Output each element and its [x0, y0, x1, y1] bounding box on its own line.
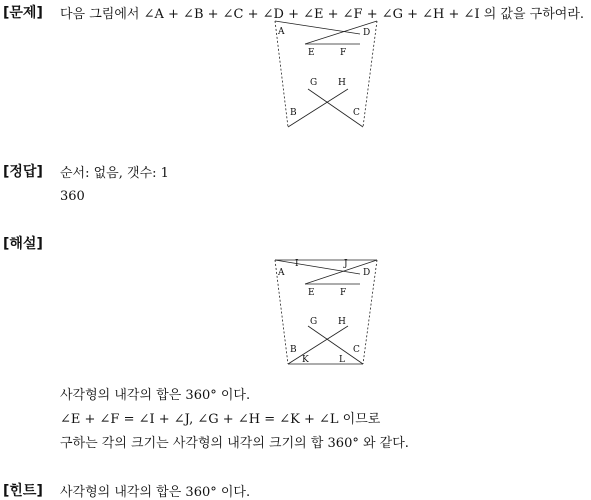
- fig1-label-f: F: [340, 48, 347, 58]
- problem-figure: [268, 20, 388, 132]
- solution-line-3: 구하는 각의 크기는 사각형의 내각의 크기의 합 360° 와 같다.: [60, 436, 409, 451]
- hint-label: [힌트]: [3, 483, 43, 499]
- solution-label: [해설]: [3, 236, 43, 252]
- fig2-label-l: L: [339, 355, 345, 365]
- fig2-label-g: G: [310, 317, 318, 327]
- fig2-label-i: I: [295, 259, 299, 269]
- fig2-label-f: F: [340, 288, 347, 298]
- fig2-label-j: J: [344, 259, 348, 269]
- fig2-label-e: E: [308, 288, 315, 298]
- fig2-label-h: H: [338, 317, 346, 327]
- fig2-label-b: B: [290, 345, 297, 355]
- fig1-label-g: G: [310, 78, 318, 88]
- fig2-label-k: K: [302, 355, 309, 365]
- answer-meta: 순서: 없음, 갯수: 1: [60, 166, 169, 181]
- fig2-label-a: A: [278, 268, 285, 278]
- fig1-label-d: D: [363, 28, 371, 38]
- solution-figure: [268, 256, 388, 368]
- fig2-label-c: C: [353, 345, 360, 355]
- fig1-label-e: E: [308, 48, 315, 58]
- fig2-label-d: D: [363, 268, 371, 278]
- hint-text: 사각형의 내각의 합은 360° 이다.: [60, 485, 251, 500]
- fig1-label-a: A: [278, 27, 285, 37]
- problem-label: [문제]: [3, 5, 43, 21]
- answer-value: 360: [60, 189, 85, 204]
- answer-label: [정답]: [3, 164, 43, 180]
- fig1-label-h: H: [338, 78, 346, 88]
- solution-line-2: ∠E + ∠F = ∠I + ∠J, ∠G + ∠H = ∠K + ∠L 이므로: [60, 412, 381, 427]
- fig1-label-b: B: [290, 108, 297, 118]
- solution-line-1: 사각형의 내각의 합은 360° 이다.: [60, 388, 251, 403]
- fig1-label-c: C: [353, 108, 360, 118]
- problem-text: 다음 그림에서 ∠A + ∠B + ∠C + ∠D + ∠E + ∠F + ∠G + ∠H + ∠I 의 값을 구하여라.: [60, 7, 585, 22]
